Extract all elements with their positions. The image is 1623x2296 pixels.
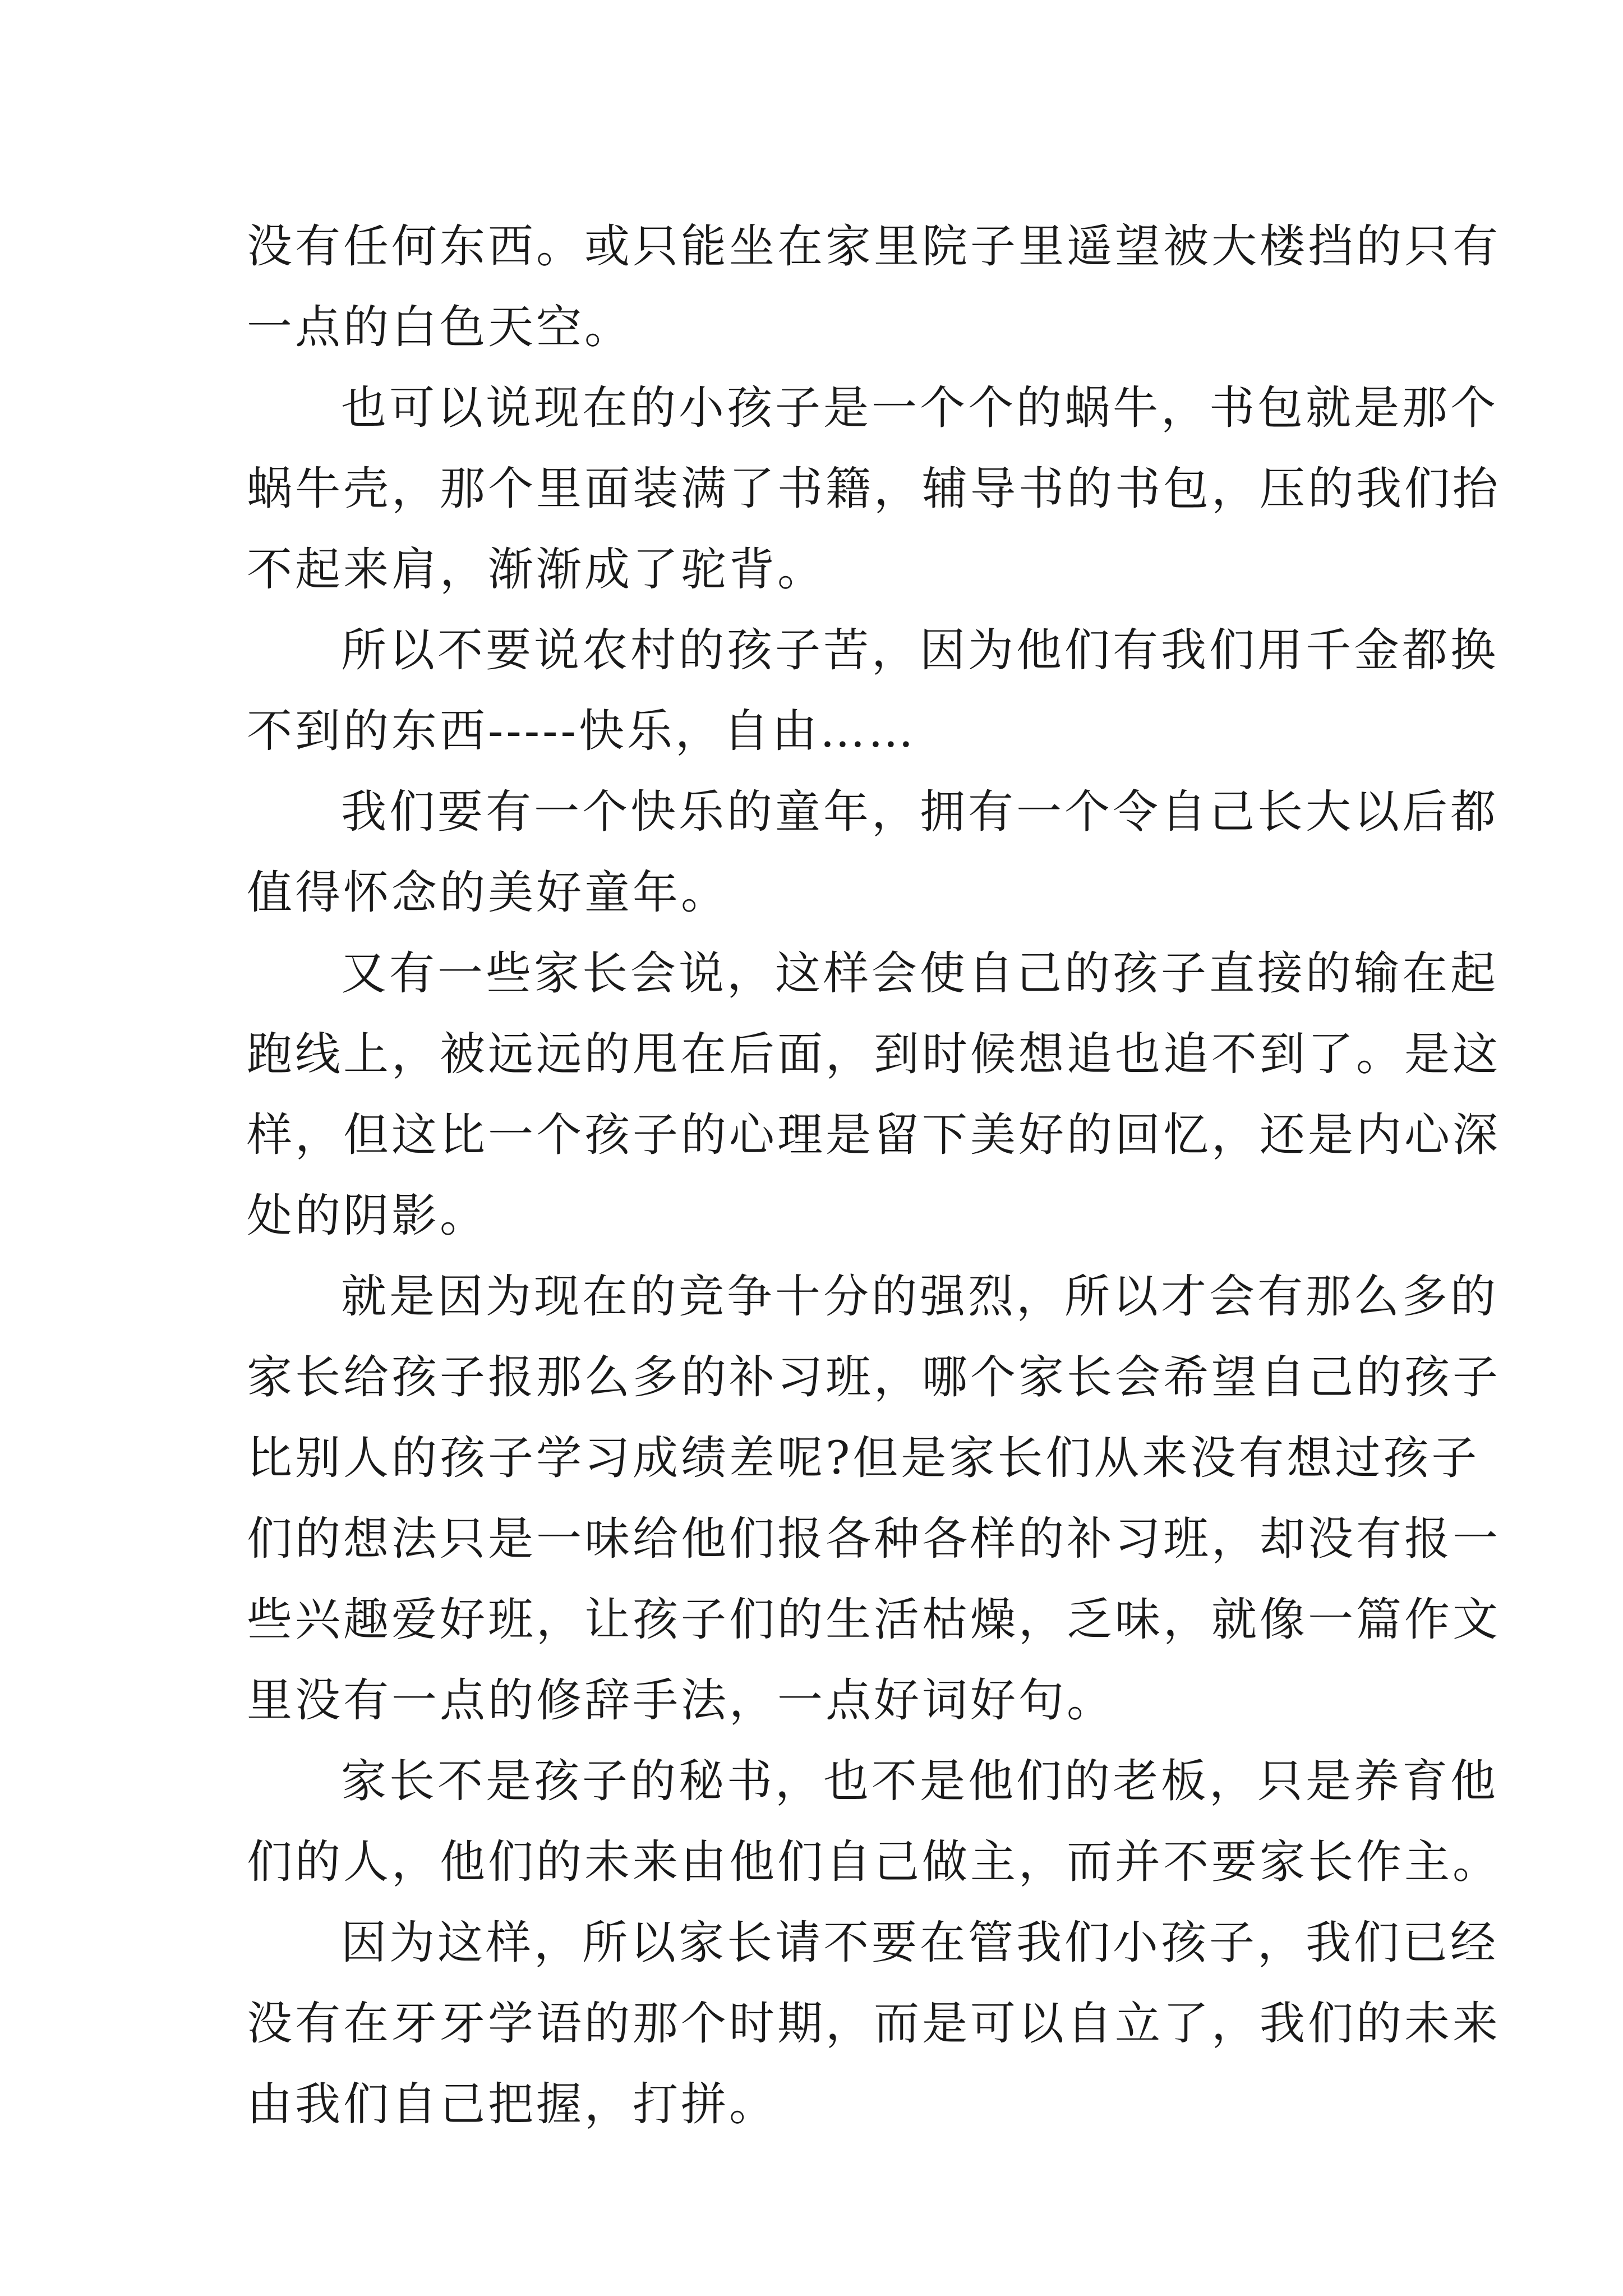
text-line: 家长给孩子报那么多的补习班，哪个家长会希望自己的孩子	[247, 1351, 1501, 1404]
text-line: 没有任何东西。或只能坐在家里院子里遥望被大楼挡的只有	[247, 220, 1501, 273]
text-line: 因为这样，所以家长请不要在管我们小孩子，我们已经	[341, 1917, 1499, 1970]
text-line: 不起来肩，渐渐成了驼背。	[247, 544, 826, 596]
document-body	[247, 206, 1501, 2145]
paragraph	[247, 1257, 1501, 1741]
text-line: 蜗牛壳，那个里面装满了书籍，辅导书的书包，压的我们抬	[247, 463, 1501, 516]
text-line: 由我们自己把握，打拼。	[247, 2078, 778, 2131]
text-line: 们的想法只是一味给他们报各种各样的补习班，却没有报一	[247, 1513, 1501, 1566]
text-line: 比别人的孩子学习成绩差呢?但是家长们从来没有想过孩子	[247, 1432, 1480, 1485]
paragraph	[247, 368, 1501, 610]
text-line: 跑线上，被远远的甩在后面，到时候想追也追不到了。是这	[247, 1028, 1501, 1081]
text-line: 里没有一点的修辞手法，一点好词好句。	[247, 1674, 1115, 1727]
text-line: 样，但这比一个孩子的心理是留下美好的回忆，还是内心深	[247, 1109, 1501, 1162]
text-line: 处的阴影。	[247, 1190, 488, 1243]
text-line: 也可以说现在的小孩子是一个个的蜗牛，书包就是那个	[341, 382, 1499, 435]
text-line: 值得怀念的美好童年。	[247, 867, 730, 919]
text-line: 没有在牙牙学语的那个时期，而是可以自立了，我们的未来	[247, 1998, 1501, 2050]
text-line: 们的人，他们的未来由他们自己做主，而并不要家长作主。	[247, 1836, 1501, 1889]
text-line: 我们要有一个快乐的童年，拥有一个令自己长大以后都	[341, 786, 1499, 839]
text-line: 不到的东西-----快乐，自由……	[247, 705, 916, 758]
text-line: 就是因为现在的竞争十分的强烈，所以才会有那么多的	[341, 1271, 1499, 1323]
paragraph	[247, 610, 1499, 772]
text-line: 一点的白色天空。	[247, 301, 633, 354]
text-line: 家长不是孩子的秘书，也不是他们的老板，只是养育他	[341, 1755, 1499, 1808]
text-line: 又有一些家长会说，这样会使自己的孩子直接的输在起	[341, 947, 1499, 1000]
paragraph	[247, 933, 1501, 1257]
text-line: 所以不要说农村的孩子苦，因为他们有我们用千金都换	[341, 624, 1499, 677]
paragraph	[247, 1741, 1501, 1903]
text-line: 些兴趣爱好班，让孩子们的生活枯燥，乏味，就像一篇作文	[247, 1594, 1501, 1646]
paragraph	[247, 772, 1499, 933]
paragraph	[247, 1903, 1501, 2145]
paragraph	[247, 206, 1501, 368]
